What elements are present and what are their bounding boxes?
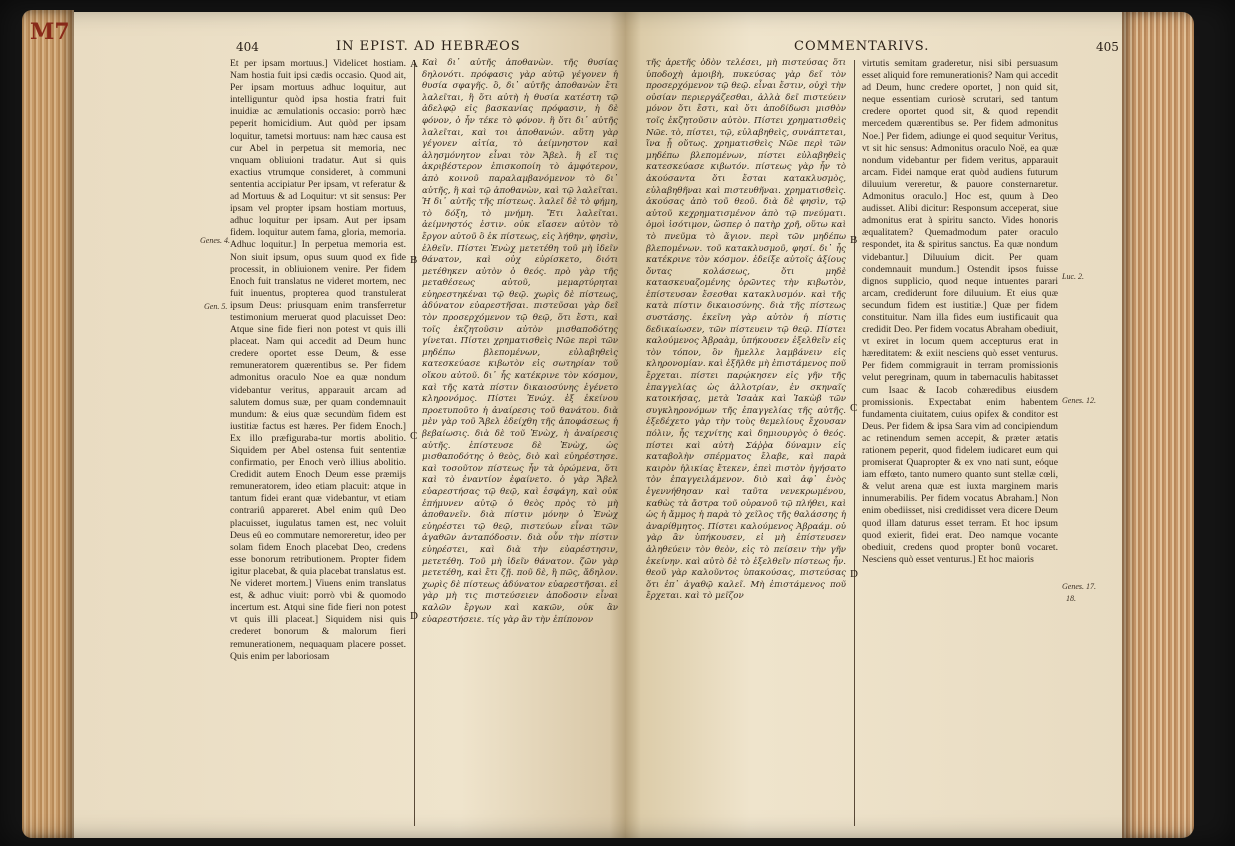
- right-page: [626, 12, 1124, 838]
- greek-column-right: τῆς ἀρετῆς ὁδὸν τελέσει, μὴ πιστεύσας ὅτι ὑποδοχὴ ἀμοιβὴ, πυκεύσας γὰρ δεῖ τὸν προσερχόμενον τῷ θεῷ. εἶναι ἔστιν, οὐχὶ τὴν οὐσίαν περιεργάζεσθαι, ἀλλὰ δεῖ πιστεύειν μόνον ὅτι ἔστι, καὶ ὅτι ἀποδίδωσι μισθὸν τοῖς ἐκζητοῦσιν αὐτὸν. Πίστει χρηματισθεὶς Νῶε. τὸ, πίστει, τῷ, εὐλαβηθεὶς, συνάπτεται, ἵνα ᾖ οὕτως. χρηματισθεὶς Νῶε περὶ τῶν μηδέπω βλεπομένων, πίστει εὐλαβηθεὶς κατεσκεύασε κιβωτόν. πίστεως γὰρ ἦν τὸ ἀκούσαντα ὅτι ἔσται κατακλυσμὸς, εὐλαβηθῆναι καὶ πιστευθῆναι. χρηματισθεὶς. ἀκούσας ἀπὸ τοῦ θεοῦ. διὰ δὲ φησὶν, τῷ αὐτοῦ κεχρηματισμένον ἀπὸ τῷ πνεύματι. ὁμοὶ ἰσότιμον, ὥσπερ ὁ πατὴρ χρῆ, οὕτω καὶ τὸ πνεῦμα τὸ ἅγιον. περὶ τῶν μηδέπω βλεπομένων. τοῦ κατακλυσμοῦ, φησί. δι᾽ ἧς κατέκρινε τὸν κόσμον. ἐδείξε αὐτοῖς ἀξίους ὄντας κολάσεως, ὅτι μηδὲ κατασκευαζομένης ὁρῶντες τὴν κιβωτὸν, ἐπίστευσαν ἔσεσθαι κατακλυσμόν. καὶ τῆς κατὰ πίστιν δικαιοσύνης. διὰ τῆς πίστεως συστάσης. ἐκεῖνη γὰρ αὐτὸν ἡ πίστις δεδικαίωσεν, τῶν πίστευειν τῷ θεῷ. Πίστει καλούμενος Ἀβραὰμ, ὑπήκουσεν ἐξελθεῖν εἰς τὸν τόπον, ὃν ἤμελλε λαμβάνειν εἰς κληρονομίαν. καὶ ἐξῆλθε μὴ ἐπιστάμενος ποῦ ἔρχεται. πίστει παρῴκησεν εἰς γῆν τῆς ἐπαγγελίας ὡς ἀλλοτρίαν, ἐν σκηναῖς κατοικήσας, μετὰ Ἰσαὰκ καὶ Ἰακὼβ τῶν συγκληρονόμων τῆς ἐπαγγελίας τῆς αὐτῆς. ἐξεδέχετο γὰρ τὴν τοὺς θεμελίους ἔχουσαν πόλιν, ἧς τεχνίτης καὶ δημιουργὸς ὁ θεός. πίστει καὶ αὐτὴ Σάῤῥα δύναμιν εἰς καταβολὴν σπέρματος ἔλαβε, καὶ παρὰ καιρὸν ἡλικίας ἔτεκεν, ἐπεὶ πιστὸν ἡγήσατο τὸν ἐπαγγειλάμενον. διὸ καὶ ἀφ᾽ ἑνὸς ἐγεννήθησαν καὶ ταῦτα νενεκρωμένου, καθὼς τὰ ἄστρα τοῦ οὐρανοῦ τῷ πλήθει, καὶ ὡς ἡ ἄμμος ἡ παρὰ τὸ χεῖλος τῆς θαλάσσης ἡ ἀναρίθμητος. Πίστει καλούμενος Ἀβραάμ. οὐ γὰρ ἂν ὑπήκουσεν, εἰ μὴ ἐπίστευσεν ἀληθεύειν τὸν θεὸν, εἰς τὸ πείσειν τὴν γῆν ἐκείνην. καὶ αὐτὸ δὲ τὸ ἐξελθεῖν πίστεως ἦν. θεοῦ γὰρ καλοῦντος ὑπακούσας, πιστεύσας ὅτι ἐπ᾽ ἀγαθῷ καλεῖ. Μὴ ἐπιστάμενος ποῦ ἔρχεται. καὶ τὸ μεῖζον: [646, 58, 846, 602]
- margin-note: Genes. 12.: [1062, 396, 1096, 405]
- section-letter: D: [850, 568, 858, 580]
- right-page-edges: [1122, 12, 1194, 838]
- section-letter: D: [410, 610, 418, 622]
- page-number-right: 405: [1096, 40, 1119, 54]
- column-rule-right: [854, 60, 855, 826]
- left-page-edges: [22, 10, 74, 838]
- margin-note: Genes. 4.: [200, 236, 230, 245]
- latin-column-left: Et per ipsam mortuus.] Videlicet hostiam. Nam hostia fuit ipsi cædis occasio. Quod ait, Per ipsam mortuus adhuc loquitur, aut intelliguntur quòd ipsa hostia fratri fuit inuidiæ ac æmulationis occasio: porrò hæc peperit homicidium. Aut quòd per ipsam loquitur, tametsi mortuus: nam hæc causa est cur Abel in perpetua sit memoria, nec vnquam obliuioni tradatur. Aut si quis exactius vtrumque consideret, à communi sententia accipiatur Per ipsam, vt referatur & ad Mortuus & ad Loquitur: vt sit sensus: Per ipsam vel propter ipsam hostiam mortuus, adhuc loquitur per ipsam. Aut per ipsam fidem. loquitur autem fama, gloria, memoria. Adhuc loquitur.] In perpetua memoria est. Non siuit ipsum, opus suum quod ex fide processit, in obliuionem venire. Per fidem Enoch fuit translatus ne videret mortem, nec fuit inuentus, propterea quod transtulerat ipsum Deus: priusquam enim transferretur testimonium meruerat quod placuisset Deo: Atque sine fide fieri non potest vt quis illi placeat. Nam qui accedit ad Deum hunc credere oportet esse Deum, & esse remuneratorem quærentibus se. Per fidem admonitus oraculo Noe ea quæ nondum videbantur veritus, apparauit arcam ad salutem domus suæ, per quam condemnauit mundum: & eius quæ secundùm fidem est iustitiæ factus est hæres. Per fidem Enoch.] Ex illo præfiguraba-tur mortis abolitio. Siquidem per Abel ostensa fuit sententiæ confirmatio, per Enoch verò illius abolitio. Credidit autem Enoch Deum esse præmijs remuneratorem, ideo etiam placuit: atque in tantum fidei erant quæ videbantur, vt etiam contrariû appareret. Abel enim quû Deo placuisset, iugulatus tamen est, nec voluit Deus eû eo commutare nemoreretur, ideo per solam fidem Enoch placebat Deo, credens esse bonorum retributionem. Propter fidem igitur placebat, & quia placebat translatus est. Ne videret mortem.] Viuens enim translatus est, & adhuc viuit: porrò vbi & quomodo incertum est. Atqui sine fide fieri non potest vt quis illi placeat.] Siquidem nisi quis crederet bonorum & malorum fieri remunerationem, nequaquam placere posset. Quis enim per laboriosam: [230, 58, 406, 662]
- section-letter: C: [410, 430, 418, 442]
- margin-note: Luc. 2.: [1062, 272, 1084, 281]
- section-letter: C: [850, 402, 858, 414]
- section-letter: B: [850, 234, 858, 246]
- margin-note: Genes. 17.: [1062, 582, 1096, 591]
- latin-column-right: virtutis semitam graderetur, nisi sibi persuasum esset aliquid fore remunerationis? Nam qui accedit ad Deum, hunc credere oportet, ] non quid sit, neque essentiam curiosè scrutari, sed tantum credere oportet quod sit, & quod rependit mercedem quærentibus se. Per fidem admonitus Noe.] Per fidem, adiunge ei quod sequitur Veritus, vt sit hic sensus: Admonitus oraculo Noë, ea quæ nondum videbantur per fidem veritus, apparauit arcam. Fidei namque erat quòd audiens futurum diluuium vereretur, & pauore consternaretur. Admonitus oraculo.] Hoc est, quum à Deo audisset. Alibi dicitur: Responsum acceperat, siue admonitus erat à spiritu sancto. Vides honoris æqualitatem? Quemadmodum pater oraculo respondet, ita & spiritus sanctus. Ea quæ nondum videbantur.] Diluuium dicit. Per quam condemnauit mundum.] Ostendit ipsos fuisse dignos supplicio, quod neque intuentes parari arcam, crediderunt fore diluuium. Et eius quæ secundum fidem est iustitiæ.] Quæ per fidem constituitur. Nam illa fides eum iustificauit qua credidit Deo. Per fidem vocatus Abraham obediuit, vt exiret in locum quem accepturus erat in hæreditatem: & exiit nesciens quò esset venturus. Per fidem commigrauit in terram promissionis velut peregrinam, quum in tabernaculis habitasset cum Isaac & Iacob cohæredibus eiusdem promissionis. Expectabat enim habentem fundamenta ciuitatem, cuius opifex & conditor est Deus. Per fidem & ipsa Sara vim ad concipiendum ac retinendum semen accepit, & præter ætatis rationem peperit, quod fidelem iudicaret eum qui promiserat Quapropter & ex vno nati sunt, eóque iam effœto, tanto numero quanto sunt stellæ cœli, & velut arena quæ est iuxta marginem maris innumerabilis. Per fidem vocatus Abraham.] Non enim obediisset, nisi credidisset vera dicere Deum quod illam daturus esset terram. Et hoc ipsum quod exierit, fidei erat. Deo namque vocante obediuit, credens quod propter bonû vocaret. Nesciens quò esset venturus.] Et hoc maioris: [862, 58, 1058, 565]
- running-head-right: COMMENTARIVS.: [794, 39, 930, 54]
- section-letter: A: [410, 58, 418, 70]
- column-rule-left: [414, 60, 415, 826]
- running-head-left: IN EPIST. AD HEBRÆOS: [336, 39, 521, 54]
- left-page: [74, 12, 626, 838]
- page-number-left: 404: [236, 40, 259, 54]
- margin-note: 18.: [1066, 594, 1076, 603]
- section-letter: B: [410, 254, 418, 266]
- margin-note: Gen. 5.: [204, 302, 228, 311]
- greek-column-left: Καὶ δι᾽ αὐτῆς ἀποθανὼν. τῆς θυσίας δηλονότι. πρόφασις γὰρ αὐτῷ γέγονεν ἡ θυσία σφαγῆς. ὃ, δι᾽ αὐτῆς ἀποθανὼν ἔτι λαλεῖται, ἢ ὅτι αὐτὴ ἡ θυσία κατέστη τῷ ἀδελφῷ εἰς βασκανίας πρόφασιν, ἡ δὲ φόνον, ὁ ἦν τέκε τὸ φόνον. ἢ ὅτι δι᾽ αὐτῆς λαλεῖται, καὶ τοι ἀποθανών. αὕτη γὰρ γέγονεν αἰτία, τὸ ἀείμνηστον καὶ ἀλησμόνητον εἶναι τὸν Ἄβελ. ἢ εἴ τις ἀκριβέστερον ἐπισκοποίη τὸ ἀμφότερον, ἀπὸ κοινοῦ παραλαμβανόμενον τὸ δι᾽ αὐτῆς, ἢ καὶ τῷ ἀποθανὼν, καὶ τῷ λαλεῖται. Ἡ δι᾽ αὐτῆς τῆς πίστεως. λαλεῖ δὲ τὸ φήμη, τὸ δόξη, τὸ μνήμη. Ἔτι λαλεῖται. ἀείμνηστός ἐστιν. οὐκ εἴασεν αὐτὸν τὸ ἔργον αὐτοῦ ὃ ἐκ πίστεως, εἰς λήθην, φησὶν, ἐλθεῖν. Πίστει Ἐνὼχ μετετέθη τοῦ μὴ ἰδεῖν θάνατον, καὶ οὐχ εὑρίσκετο, διότι μετέθηκεν αὐτὸν ὁ θεός. πρὸ γὰρ τῆς μεταθέσεως αὐτοῦ, μεμαρτύρηται εὐηρεστηκέναι τῷ θεῷ. χωρὶς δὲ πίστεως, ἀδύνατον εὐαρεστῆσαι. πιστεῦσαι γὰρ δεῖ τὸν προσερχόμενον τῷ θεῷ, ὅτι ἔστι, καὶ τοῖς ἐκζητοῦσιν αὐτὸν μισθαποδότης γίνεται. Πίστει χρηματισθεὶς Νῶε περὶ τῶν μηδέπω βλεπομένων, εὐλαβηθεὶς κατεσκεύασε κιβωτὸν εἰς σωτηρίαν τοῦ οἴκου αὐτοῦ. δι᾽ ἧς κατέκρινε τὸν κόσμον, καὶ τῆς κατὰ πίστιν δικαιοσύνης ἐγένετο κληρονόμος. Πίστει Ἐνώχ. ἐξ ἐκείνου προετυποῦτο ἡ ἀναίρεσις τοῦ θανάτου. διὰ μὲν γὰρ τοῦ Ἄβελ ἐδείχθη τῆς ἀποφάσεως ἡ βεβαίωσις. διὰ δὲ τοῦ Ἐνὼχ, ἡ ἀναίρεσις αὐτῆς. ἐπίστευσε δὲ Ἐνὼχ, ὡς μισθαποδότης ὁ θεὸς, διὸ καὶ εὐηρέστησε. καὶ τοσοῦτον πίστεως ἦν τὰ ὁρώμενα, ὅτι καὶ τὸ ἐναντίον ἐφαίνετο. ὁ γὰρ Ἄβελ εὐαρεστήσας τῷ θεῷ, καὶ ἐσφάγη, καὶ οὐκ ἐπήμυνεν αὐτῷ ὁ θεὸς πρὸς τὸ μὴ ἀποθανεῖν. διὰ πίστιν μόνην ὁ Ἐνὼχ εὐηρέστει τῷ θεῷ, πιστεύων εἶναι τῶν ἀγαθῶν ἀνταπόδοσιν. διὰ οὖν τὴν πίστιν εὐηρέστει, καὶ διὰ τὴν εὐαρέστησιν, μετετέθη. Τοῦ μὴ ἰδεῖν θάνατον. ζῶν γὰρ μετετέθη, καὶ ἔτι ζῇ. ποῦ δὲ, ἢ πῶς, ἄδηλον. χωρὶς δὲ πίστεως ἀδύνατον εὐαρεστῆσαι. εἰ γὰρ μὴ τις πιστεύσειεν ἀποδοσιν εἶναι καλῶν ἔργων καὶ κακῶν, οὐκ ἂν εὐαρεστήσειε. τίς γὰρ ἂν τὴν ἐπίπονον: [422, 58, 618, 625]
- library-mark: M7: [30, 19, 70, 45]
